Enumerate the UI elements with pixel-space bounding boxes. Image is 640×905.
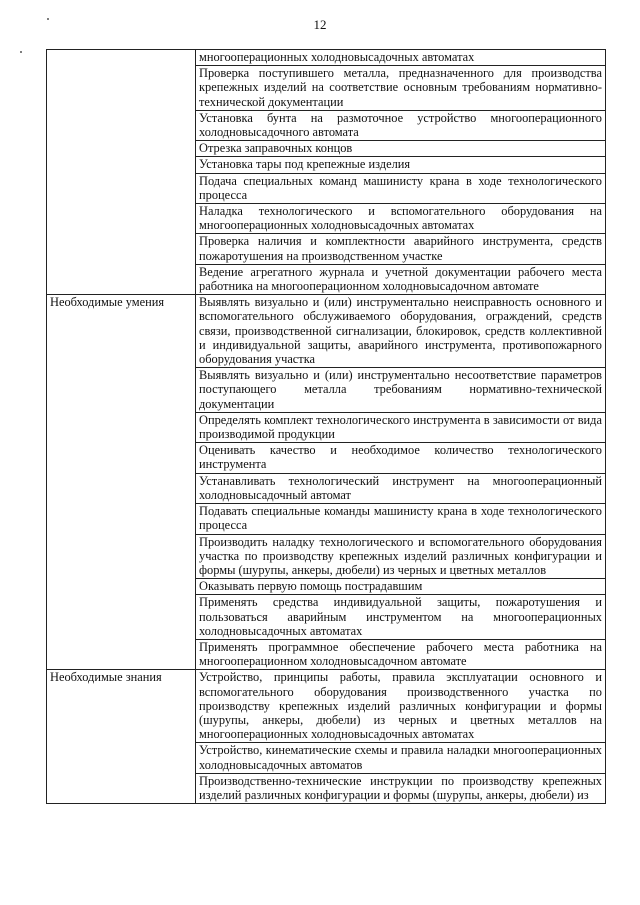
description-cell: Определять комплект технологического инструмента в зависимости от вида производимой продукции (196, 412, 606, 442)
page-number: 12 (313, 17, 327, 32)
description-cell: Ведение агрегатного журнала и учетной документации рабочего места работника на многооперационном холодновысадочном автомате (196, 264, 606, 294)
description-cell: Проверка наличия и комплектности аварийного инструмента, средств пожаротушения на производственном участке (196, 234, 606, 264)
scan-speck (20, 51, 22, 53)
description-cell: Устройство, принципы работы, правила эксплуатации основного и вспомогательного оборудования производственного участка по производству крепежных изделий различных конфигурации и формы (шурупы, анкеры, дюбели) из черных и цветных металлов на многооперационных холодновысадочных автоматах (196, 670, 606, 743)
table-row (47, 670, 606, 743)
description-cell: Применять средства индивидуальной защиты, пожаротушения и пользоваться аварийным инструментом на многооперационных холодновысадочных автоматах (196, 595, 606, 640)
row-label-skills: Необходимые умения (47, 295, 196, 670)
description-cell: Отрезка заправочных концов (196, 141, 606, 157)
description-cell: Применять программное обеспечение рабочего места работника на многооперационном холодновысадочном автомате (196, 639, 606, 669)
scan-speck (47, 18, 49, 20)
row-label-cell (47, 50, 196, 295)
description-cell: Производить наладку технологического и вспомогательного оборудования участка по производству крепежных изделий различных конфигурации и формы (шурупы, анкеры, дюбели) из черных и цветных металлов (196, 534, 606, 579)
competency-table (46, 49, 606, 804)
description-cell: Устройство, кинематические схемы и правила наладки многооперационных холодновысадочных автоматов (196, 743, 606, 773)
description-cell: Оказывать первую помощь пострадавшим (196, 579, 606, 595)
row-label-knowledge: Необходимые знания (47, 670, 196, 804)
table-row (47, 295, 606, 368)
description-cell: Устанавливать технологический инструмент на многооперационный холодновысадочный автомат (196, 473, 606, 503)
table-row (47, 50, 606, 66)
description-cell: многооперационных холодновысадочных автоматах (196, 50, 606, 66)
description-cell: Выявлять визуально и (или) инструментально неисправность основного и вспомогательного обслуживаемого оборудования, ограждений, средств связи, производственной сигнализации, блокировок, средств коллективной и индивидуальной защиты, аварийного инструмента, противопожарного оборудования участка (196, 295, 606, 368)
description-cell: Оценивать качество и необходимое количество технологического инструмента (196, 443, 606, 473)
description-cell: Наладка технологического и вспомогательного оборудования на многооперационных холодновысадочных автоматах (196, 204, 606, 234)
description-cell: Выявлять визуально и (или) инструментально несоответствие параметров поступающего металла требованиям нормативно-технической документации (196, 368, 606, 413)
description-cell: Производственно-технические инструкции по производству крепежных изделий различных конфигурации и формы (шурупы, анкеры, дюбели) из (196, 773, 606, 803)
description-cell: Установка тары под крепежные изделия (196, 157, 606, 173)
description-cell: Подача специальных команд машинисту крана в ходе технологического процесса (196, 173, 606, 203)
description-cell: Подавать специальные команды машинисту крана в ходе технологического процесса (196, 504, 606, 534)
description-cell: Проверка поступившего металла, предназначенного для производства крепежных изделий на соответствие основным требованиям нормативно-технической документации (196, 66, 606, 111)
description-cell: Установка бунта на размоточное устройство многооперационного холодновысадочного автомата (196, 110, 606, 140)
